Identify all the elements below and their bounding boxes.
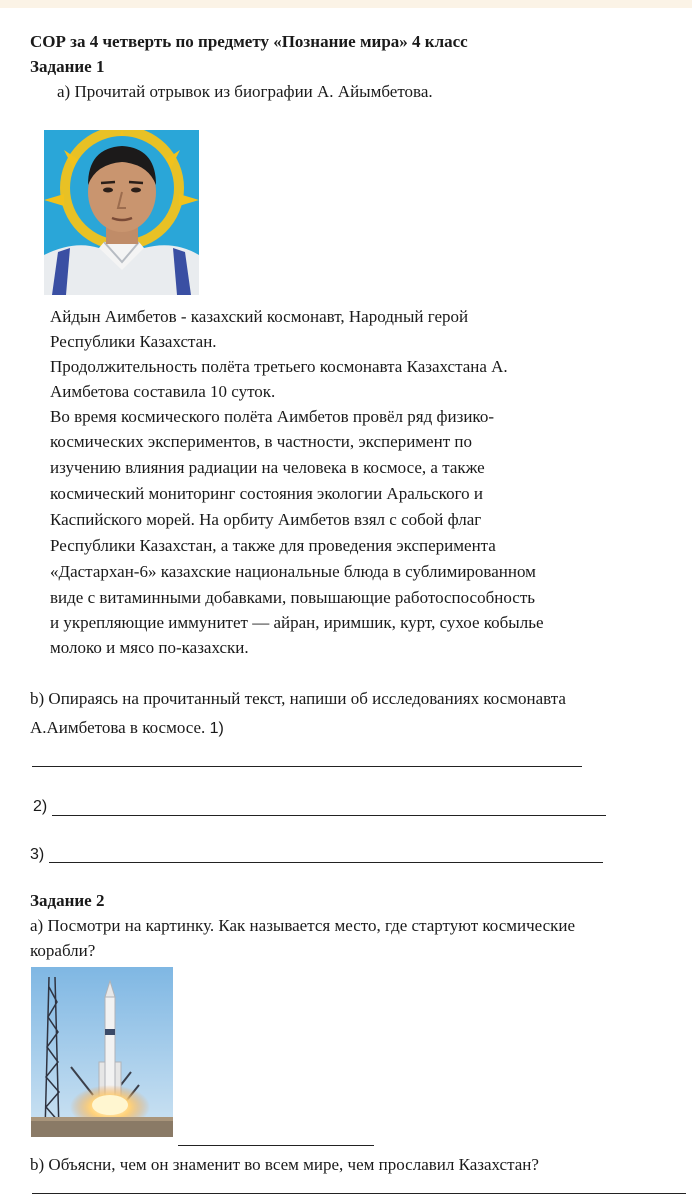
task1-part-b-text: А.Аимбетова в космосе.: [30, 718, 206, 737]
bio-line: изучению влияния радиации на человека в космосе, а также: [50, 458, 485, 477]
cosmonaut-portrait: [44, 130, 199, 295]
bio-line: Айдын Аимбетов - казахский космонавт, Народный герой: [50, 307, 469, 326]
top-strip: [0, 0, 692, 8]
answer-label-3: 3): [30, 846, 45, 863]
task1-part-b-line2: [30, 718, 224, 739]
bio-line: Во время космического полёта Аимбетов провёл ряд физико-: [50, 407, 494, 426]
bio-line: Республики Казахстан, а также для проведения эксперимента: [50, 536, 496, 555]
bio-line: космический мониторинг состояния экологии Аральского и: [50, 484, 483, 503]
task2-part-a-line2: корабли?: [30, 941, 96, 960]
task1-heading: Задание 1: [30, 57, 105, 76]
bio-line: космических экспериментов, в частности, эксперимент по: [50, 432, 472, 451]
bio-line: Продолжительность полёта третьего космонавта Казахстана А.: [50, 357, 508, 376]
bio-line: Каспийского морей. На орбиту Аимбетов взял с собой флаг: [50, 510, 482, 529]
answer-label-2: 2): [33, 798, 48, 815]
task2-part-b: b) Объясни, чем он знаменит во всем мире, чем прославил Казахстан?: [30, 1155, 539, 1174]
bio-line: и укрепляющие иммунитет — айран, иримшик, курт, сухое кобылье: [50, 613, 544, 632]
task1-part-a: а) Прочитай отрывок из биографии А. Айымбетова.: [57, 82, 433, 101]
task2-part-a-line1: а) Посмотри на картинку. Как называется место, где стартуют космические: [30, 916, 576, 935]
rocket-launch-image: [31, 967, 173, 1137]
task1-part-b-line1: b) Опираясь на прочитанный текст, напиши об исследованиях космонавта: [30, 689, 566, 708]
bio-line: «Дастархан-6» казахские национальные блюда в сублимированном: [50, 562, 536, 581]
bio-line: виде с витаминными добавками, повышающие работоспособность: [50, 588, 535, 607]
answer-line-1[interactable]: [32, 766, 582, 767]
answer-label-1: 1): [209, 720, 224, 737]
answer-line-3[interactable]: [49, 862, 603, 863]
answer-line-task2-a[interactable]: [178, 1145, 374, 1146]
document-title: СОР за 4 четверть по предмету «Познание мира» 4 класс: [30, 32, 468, 51]
bio-line: молоко и мясо по-казахски.: [50, 638, 249, 657]
answer-line-task2-b[interactable]: [32, 1193, 686, 1194]
task2-heading: Задание 2: [30, 891, 105, 910]
answer-line-2[interactable]: [52, 815, 606, 816]
bio-line: Республики Казахстан.: [50, 332, 217, 351]
bio-line: Аимбетова составила 10 суток.: [50, 382, 276, 401]
